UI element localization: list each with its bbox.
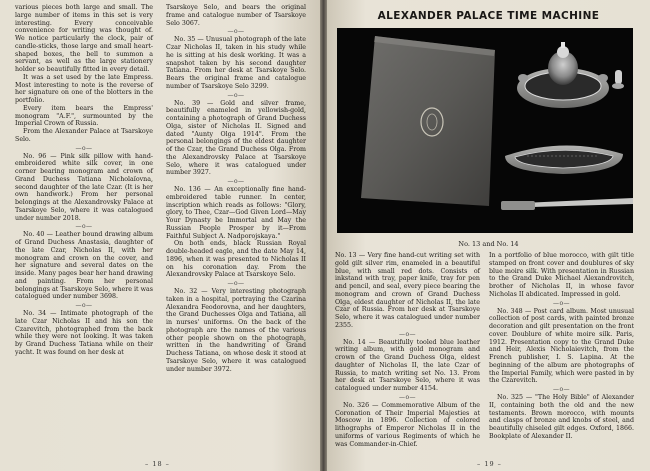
catalogue-paragraph: In a portfolio of blue morocco, with gilt title stamped on front cover and doublures of sky blue moire silk. With presentation in Russian to the Grand Duke Michael Alexandrovitch, brother of Nicholas II, in whose favor Nicholas II abdicated. Impressed in gold. xyxy=(489,252,634,298)
running-title: ALEXANDER PALACE TIME MACHINE xyxy=(377,10,600,22)
writing-set-photo-image xyxy=(337,28,633,233)
page-number-19: – 19 – xyxy=(477,460,502,468)
entry-separator: —o— xyxy=(552,386,571,393)
catalogue-paragraph: various pieces both large and small. The large number of items in this set is very interesting. Every conceivable convenience for writing was thought of. We notice particularly the clock, pair of candle-sticks, those large and small heart-shaped boxes, the bell to summon a servant, as well as the large stationery holder so beautifully fitted in every detail. xyxy=(15,4,153,73)
entry-separator: —o— xyxy=(227,91,245,99)
catalogue-paragraph: No. 96 — Pink silk pillow with hand-embroidered white silk cover, in one corner bearing monogram and crown of Grand Duchess Tatiana Nicholaïovna, second daughter of the late Czar. (It is her own handwork.) From her personal belongings at the Alexandrovsky Palace at Tsarskoye Selo, where it was catalogued under number 2018. xyxy=(15,152,153,222)
right-column-1 xyxy=(335,252,480,448)
right-page xyxy=(327,0,650,471)
catalogue-paragraph: No. 13 — Very fine hand-cut writing set with gold gilt silver rim, enameled in a beautiful blue, with small red dots. Consists of inkstand with tray, paper knife, tray for pen and pencil, and seal, every piece bearing the monogram and crown of Grand Duchess Olga, eldest daughter of Nicholas II, the late Czar of Russia. From her desk at Tsarskoye Selo, where it was catalogued under number 2355. xyxy=(335,252,480,329)
entry-separator: —o— xyxy=(75,223,93,231)
leather-album-shape xyxy=(361,36,495,206)
catalogue-paragraph: No. 326 — Commemorative Album of the Coronation of Their Imperial Majesties at Moscow in 1896. Collection of colored lithographs of Emperor Nicholas II in the uniforms of various Regiments of which he was Commander-in-Chief. xyxy=(335,401,480,448)
catalogue-paragraph: From the Alexander Palace at Tsarskoye Selo. xyxy=(15,128,153,143)
book-gutter xyxy=(320,0,327,471)
catalogue-paragraph: No. 136 — An exceptionally fine hand-embroidered table runner. In center, inscription which reads as follows: "Glory, glory, to Thee, Czar—God Given Lord—May Your Dynasty be Immortal and May the Russian People Prosper by it—From Faithful Subject A. Nadporojskaya." xyxy=(166,186,306,240)
left-column-2 xyxy=(166,4,306,373)
photo-caption: No. 13 and No. 14 xyxy=(458,240,519,248)
writing-set-photo xyxy=(337,28,633,233)
catalogue-paragraph: No. 34 — Intimate photograph of the late Czar Nicholas II and his son the Czarevitch, photographed from the back while they were not looking. It was taken by Grand Duchess Tatiana while on their yacht. It was found on her desk at xyxy=(15,310,153,356)
catalogue-paragraph: No. 32 — Very interesting photograph taken in a hospital, portraying the Czarina Alexandra Feodorovna, and her daughters, the Grand Duchesses Olga and Tatiana, all in nurses' uniforms. On the back of the photograph are the names of the various other people shown on the photograph, written in the handwriting of Grand Duchess Tatiana, on whose desk it stood at Tsarskoye Selo, where it was catalogued under number 3972. xyxy=(166,288,306,373)
entry-separator: —o— xyxy=(227,280,245,287)
catalogue-paragraph: It was a set used by the late Empress. Most interesting to note is the reverse of her signature on one of the blotters in the portfolio. xyxy=(15,73,153,104)
catalogue-paragraph: No. 40 — Leather bound drawing album of Grand Duchess Anastasia, daughter of the late Czar, Nicholas II, with her monogram and crown on the cover, and her signature and several dates on the inside. Many pages bear her hand drawing and painting. From her personal belongings at Tsarskoye Selo, where it was catalogued under number 3698. xyxy=(15,231,153,301)
catalogue-paragraph: Tsarskoye Selo, and bears the original frame and catalogue number of Tsarskoye Selo 3067. xyxy=(166,4,306,27)
page-number-18: – 18 – xyxy=(145,460,170,468)
entry-separator: —o— xyxy=(227,28,245,36)
right-column-2 xyxy=(489,252,634,441)
catalogue-paragraph: No. 14 — Beautifully tooled blue leather writing album, with gold monogram and crown of the Grand Duchess Olga, eldest daughter of Nicholas II, the late Czar of Russia, to match writing set No. 13. From her desk at Tsarskoye Selo, where it was catalogued under number 4154. xyxy=(335,338,480,392)
catalogue-paragraph: Every item bears the Empress' monogram "A.F.", surmounted by the Imperial Crown of Russia. xyxy=(15,104,153,128)
catalogue-paragraph: On both ends, black Russian Royal double-headed eagle, and the date May 14, 1896, when it was presented to Nicholas II on his coronation day. From the Alexandrovsky Palace at Tsarskoye Selo. xyxy=(166,240,306,279)
left-column-1 xyxy=(15,4,153,357)
entry-separator: —o— xyxy=(75,302,93,309)
entry-separator: —o— xyxy=(398,330,417,338)
left-page xyxy=(0,0,320,471)
entry-separator: —o— xyxy=(227,178,245,185)
catalogue-paragraph: No. 39 — Gold and silver frame, beautifully enameled in yellowish-gold, containing a photograph of Grand Duchess Olga, sister of Nicholas II. Signed and dated "Aunty Olga 1914". From the personal belongings of the eldest daughter of the Czar, the Grand Duchess Olga. From the Alexandrovsky Palace at Tsarskoye Selo, where it was catalogued under number 3927. xyxy=(166,99,306,177)
catalogue-paragraph: No. 348 — Post card album. Most unusual collection of post cards, with painted bronze decoration and gilt presentation on the front cover. Doublure of white moire silk. Paris, 1912. Presentation copy to the Grand Duke and Heir, Alexis Nicholaievitch, from the French publisher, I. S. Lapina. At the beginning of the album are photographs of the Imperial Family, which were pasted in by the Czarevitch. xyxy=(489,307,634,385)
catalogue-paragraph: No. 35 — Unusual photograph of the late Czar Nicholas II, taken in his study while he is sitting at his desk working. It was a snapshot taken by his second daughter Tatiana. From her desk at Tsarskoye Selo. Bears the original frame and catalogue number of Tsarskoye Selo 3299. xyxy=(166,36,306,90)
entry-separator: —o— xyxy=(552,299,571,307)
entry-separator: —o— xyxy=(398,393,417,401)
entry-separator: —o— xyxy=(75,144,93,152)
catalogue-paragraph: No. 325 — "The Holy Bible" of Alexander II, containing both the old and the new testaments. Brown morocco, with mounts and clasps of bronze and knobs of steel, and beautifully chiseled gilt edges. Oxford, 1866. Bookplate of Alexander II. xyxy=(489,394,634,440)
